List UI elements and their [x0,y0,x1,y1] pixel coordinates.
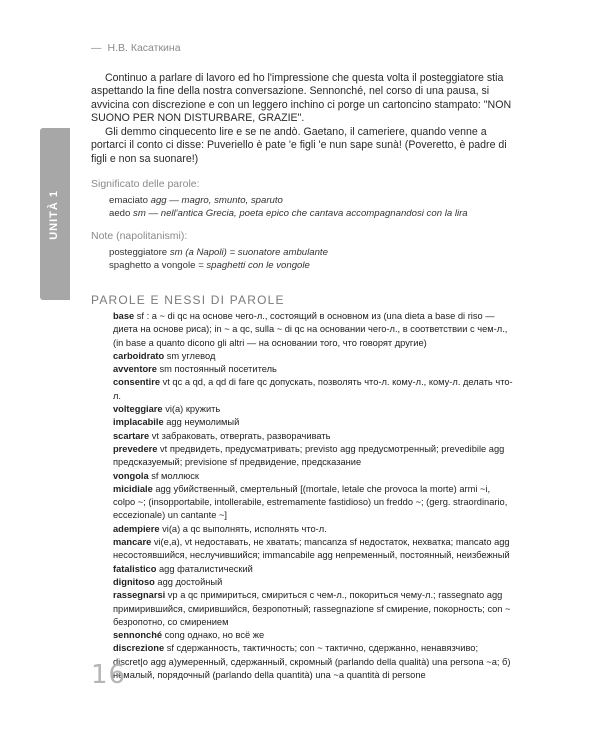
vocab-entry: prevedere vt предвидеть, предусматривать; previsto agg предусмотренный; prevedibile agg предсказуемый; previsione sf предвидение, предсказание [113,443,505,468]
note-item: posteggiatore sm (a Napoli) = suonatore ambulante [109,247,328,258]
vocab-entry: sennonché cong однако, но всё же [113,630,265,641]
unit-side-tab [40,128,70,300]
vocab-entry: adempiere vi(a) a qc выполнять, исполнять что-л. [113,523,327,534]
page-number: 16 [91,660,127,690]
vocab-entry: mancare vi(e,a), vt недоставать, не хватать; mancanza sf недостаток, нехватка; mancato agg несостоявшийся, неслучившийся; immancabile agg непременный, постоянный, неизбежный [113,537,510,561]
header-author: Н.В. Касаткина [107,42,181,54]
significato-item: aedo sm — nell'antica Grecia, poeta epico che cantava accompagnandosi con la lira [109,208,468,219]
note-item: spaghetto a vongole = spaghetti con le vongole [109,260,310,271]
vocab-entry: fatalistico agg фаталистический [113,563,253,574]
paragraph-2: Gli demmo cinquecento lire e se ne andò. Gaetano, il cameriere, quando venne a portarci il conto ci disse: Puveriello è pate 'e figli 'e nun sape sunà! (Poveretto, è padre di figli e non sa suonare!) [91,126,507,165]
note-list [109,246,328,272]
running-header [91,42,181,54]
vocab-entry: implacabile agg неумолимый [113,417,240,428]
vocab-entry: volteggiare vi(a) кружить [113,404,221,415]
note-label: Note (napolitanismi): [91,230,188,242]
paragraph-1: Continuo a parlare di lavoro ed ho l'impressione che questa volta il posteggiatore stia aspettando la fine della nostra conversazione. Sennonché, nel corso di una pausa, si avvicina con discrezione e con un leggero inchino ci porge un cartoncino stampato: "NON SUONO PER NON DISTURBARE, GRAZIE". [91,72,512,125]
vocab-entry: dignitoso agg достойный [113,576,223,587]
significato-label: Significato delle parole: [91,178,200,190]
vocab-entry: avventore sm постоянный посетитель [113,364,277,375]
vocab-entry: base sf : a ~ di qc на основе чего-л., состоящий в основном из (una dieta a base di riso — диета на основе риса); in ~ a qc, sulla ~ di qc на основании чего-л., в соответствии с чем-л., (in base a quanto dicono gli altri — на основании того, что говорят другие) [113,311,508,348]
significato-list [109,194,468,220]
significato-item: emaciato agg — magro, smunto, sparuto [109,195,283,206]
unit-side-tab-label: UNITÀ 1 [48,190,60,240]
vocab-entry: discrezione sf сдержанность, тактичность; con ~ тактично, сдержанно, ненавязчиво; discret|o agg а)умеренный, сдержанный, скромный (parlando della qualità) una persona ~a; б) немалый, порядочный (parlando della quantità) una ~a quantità di persone [113,643,511,681]
vocab-entry: micidiale agg убийственный, смертельный [(mortale, letale che provoca la morte) armi ~i, colpo ~; (insopportabile, intollerabile, estremamente fastidioso) un freddo ~; (gerg. straordinario, eccezionale) un cantante ~] [113,483,508,521]
vocab-entry: scartare vt забраковать, отвергать, разворачивать [113,430,331,441]
header-dash: — [91,42,102,54]
vocab-entry: carboidrato sm углевод [113,350,216,361]
vocabulary-entries [113,310,513,682]
vocab-entry: rassegnarsi vp a qc примириться, смириться с чем-л., покориться чему-л.; rassegnato agg примирившийся, смирившийся, безропотный; rassegnazione sf смирение, покорность; con ~ безропотно, со смирением [113,590,511,627]
section-title: PAROLE E NESSI DI PAROLE [91,293,285,307]
vocab-entry: vongola sf моллюск [113,470,199,481]
vocab-entry: consentire vt qc a qd, a qd di fare qc допускать, позволять что-л. кому-л., кому-л. делать что-л. [113,377,513,401]
